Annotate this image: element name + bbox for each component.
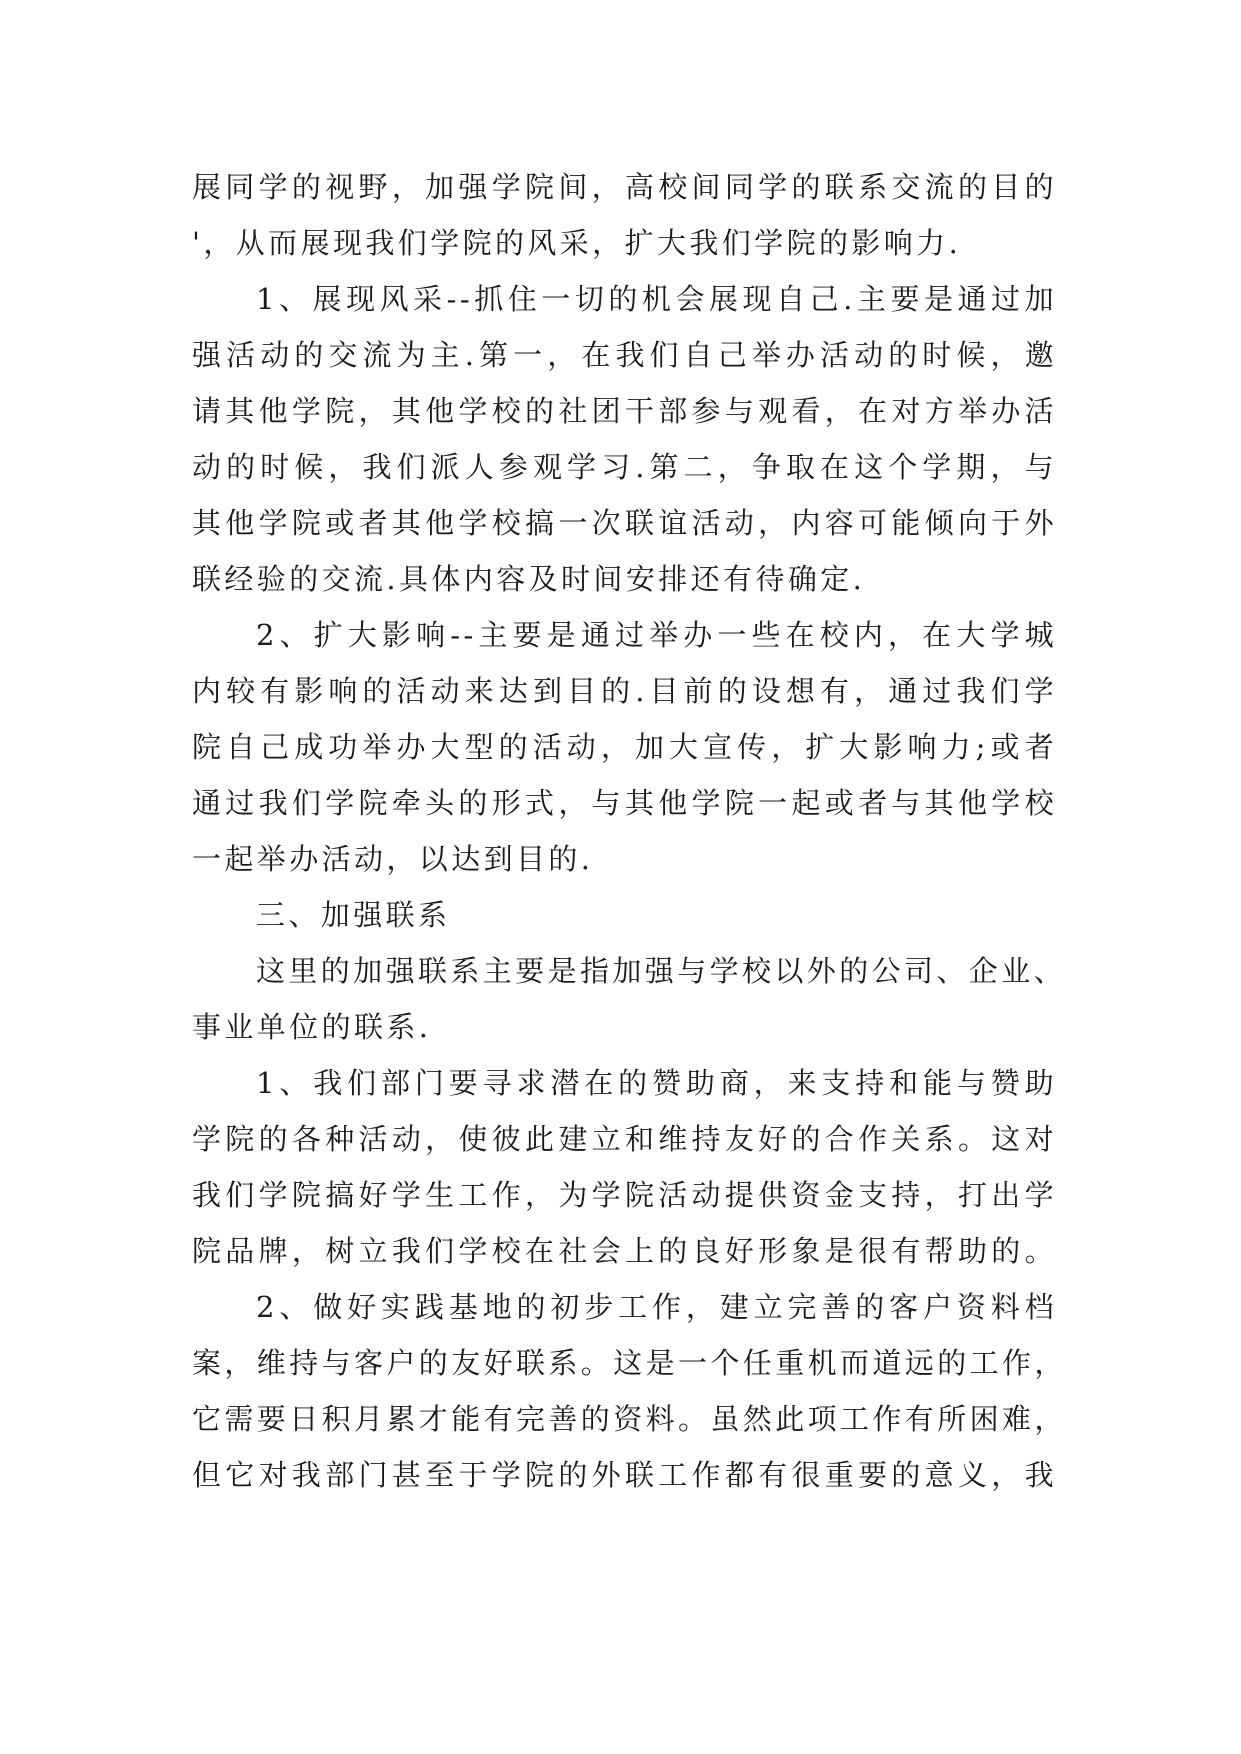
text-line: 我们学院搞好学生工作，为学院活动提供资金支持，打出学 (192, 1178, 1057, 1212)
text-line: 1、我们部门要寻求潜在的赞助商，来支持和能与赞助 (256, 1066, 1057, 1100)
text-line: 事业单位的联系. (192, 1010, 432, 1044)
text-line: 它需要日积月累才能有完善的资料。虽然此项工作有所困难， (192, 1402, 1067, 1436)
text-line: '，从而展现我们学院的风采，扩大我们学院的影响力. (192, 226, 962, 260)
text-line: 其他学院或者其他学校搞一次联谊活动，内容可能倾向于外 (192, 506, 1057, 540)
document-body (192, 159, 1067, 1503)
text-line: 院品牌，树立我们学校在社会上的良好形象是很有帮助的。 (192, 1234, 1057, 1268)
text-line: 联经验的交流.具体内容及时间安排还有待确定. (192, 562, 866, 596)
text-line: 2、扩大影响--主要是通过举办一些在校内，在大学城 (256, 618, 1057, 652)
text-line: 院自己成功举办大型的活动，加大宣传，扩大影响力;或者 (192, 730, 1057, 764)
text-line: 展同学的视野，加强学院间，高校间同学的联系交流的目的 (192, 170, 1057, 204)
text-line: 这里的加强联系主要是指加强与学校以外的公司、企业、 (256, 954, 1067, 988)
text-line: 请其他学院，其他学校的社团干部参与观看，在对方举办活 (192, 394, 1057, 428)
text-line: 通过我们学院牵头的形式，与其他学院一起或者与其他学校 (192, 786, 1057, 820)
text-line: 但它对我部门甚至于学院的外联工作都有很重要的意义，我 (192, 1458, 1057, 1492)
text-line: 强活动的交流为主.第一，在我们自己举办活动的时候，邀 (192, 338, 1057, 372)
text-line: 学院的各种活动，使彼此建立和维持友好的合作关系。这对 (192, 1122, 1057, 1156)
text-line: 2、做好实践基地的初步工作，建立完善的客户资料档 (256, 1290, 1057, 1324)
text-line: 动的时候，我们派人参观学习.第二，争取在这个学期，与 (192, 450, 1057, 484)
text-line: 一起举办活动，以达到目的. (192, 842, 594, 876)
text-line: 案，维持与客户的友好联系。这是一个任重机而道远的工作， (192, 1346, 1067, 1380)
text-line: 1、展现风采--抓住一切的机会展现自己.主要是通过加 (256, 282, 1057, 316)
text-line: 内较有影响的活动来达到目的.目前的设想有，通过我们学 (192, 674, 1057, 708)
section-heading: 三、加强联系 (256, 898, 451, 932)
